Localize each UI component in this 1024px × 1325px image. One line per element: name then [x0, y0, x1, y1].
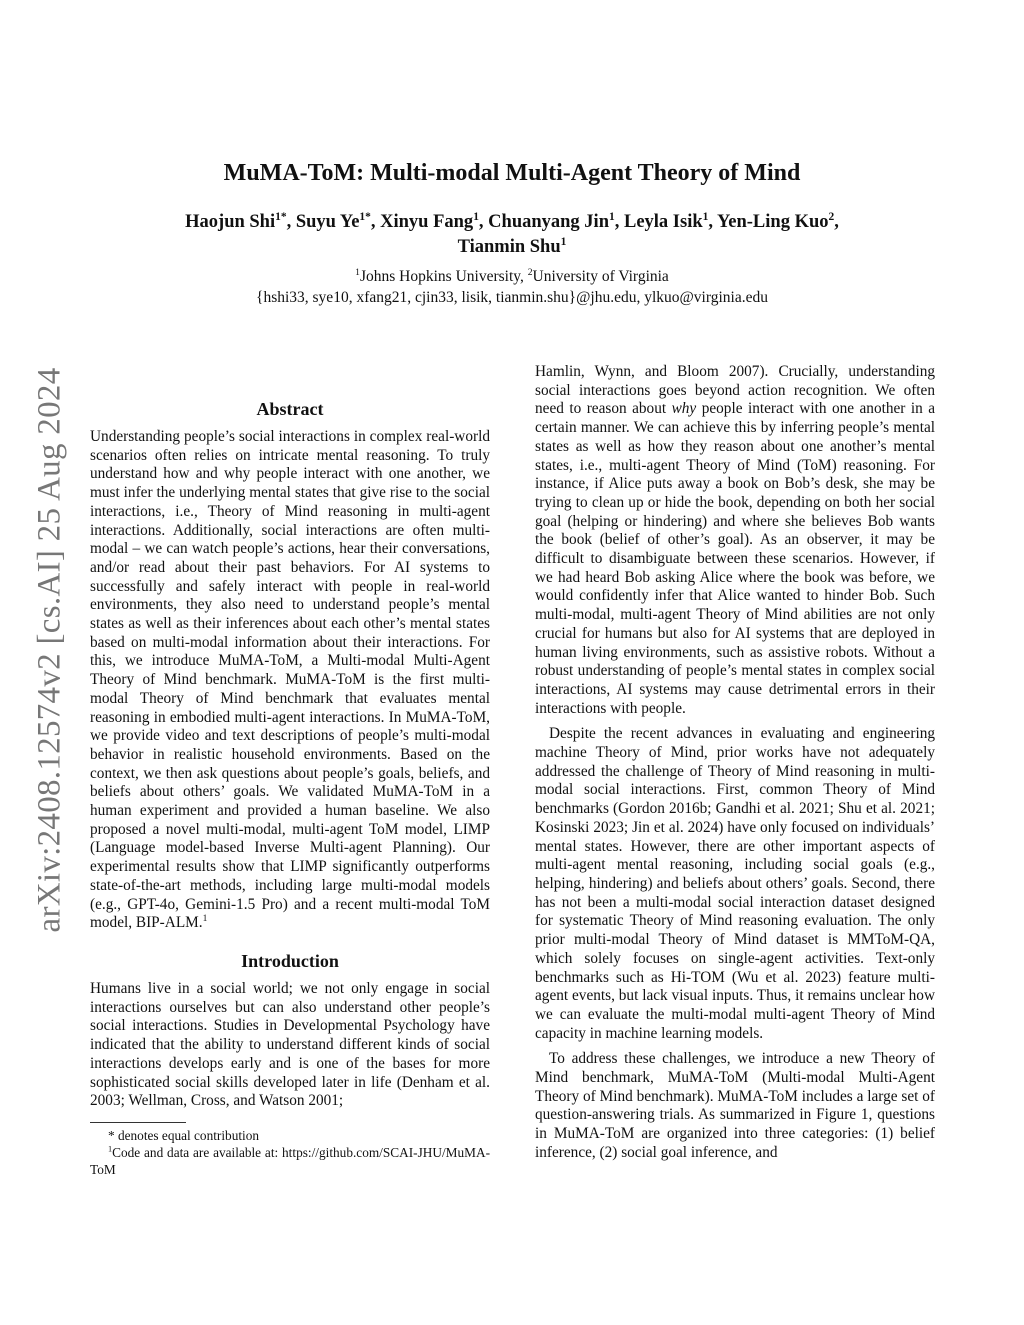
author-name: Chuanyang Jin	[488, 212, 609, 232]
footnote-equal-contribution: * denotes equal contribution	[108, 1127, 260, 1143]
author-affiliation-mark: 1*	[359, 210, 371, 223]
author-emails: {hshi33, sye10, xfang21, cjin33, lisik, tianmin.shu}@jhu.edu, ylkuo@virginia.edu	[256, 289, 768, 306]
affiliation-mark: 2	[527, 266, 533, 278]
footnote-code-text: Code and data are available at: https://github.com/SCAI-JHU/MuMA-ToM	[90, 1144, 490, 1177]
introduction-heading: Introduction	[241, 950, 339, 971]
abstract-text	[90, 428, 490, 933]
author-affiliation-mark: 1	[609, 210, 615, 223]
arxiv-sidebar-stamp	[30, 355, 70, 945]
author-affiliation-mark: 2	[828, 210, 835, 223]
author-name: Suyu Ye	[295, 212, 360, 232]
author-name: Leyla Isik	[623, 212, 703, 232]
author-name: Haojun Shi	[185, 212, 276, 232]
footnote-mark: 1	[202, 914, 208, 925]
affiliations	[0, 266, 1024, 308]
author-name: Yen-Ling Kuo	[716, 212, 829, 232]
intro-paragraph-1: Humans live in a social world; we not only engage in social interactions ourselves but can also understand other people’s social interactions. Studies in Developmental Psychology have indicated that the ability to understand different kinds of social interactions develops early and is one of the bases for more sophisticated social skills developed later in life (Denham et al. 2003; Wellman, Cross, and Watson 2001;	[90, 979, 490, 1110]
author-name: Xinyu Fang	[380, 212, 474, 232]
intro-paragraph-1-continued	[535, 363, 935, 718]
affiliation-mark: 1	[355, 266, 360, 278]
right-column	[535, 363, 935, 1163]
paper-title: MuMA-ToM: Multi-modal Multi-Agent Theory of Mind	[223, 160, 801, 186]
abstract-body: Understanding people’s social interactions in complex real-world scenarios often relies on intricate mental reasoning. To truly understand how and why people interact with one another, we must infer the underlying mental states that give rise to the social interactions, i.e., Theory of Mind reasoning in multi-agent interactions. Additionally, social interactions are often multi-modal – we can watch people’s actions, hear their conversations, and/or read about their past behaviors. For AI systems to successfully and safely interact with people in real-world environments, they also need to understand people’s mental states as well as their inferences about each other’s mental states based on multi-modal information about their interactions. For this, we introduce MuMA-ToM, a Multi-modal Multi-Agent Theory of Mind benchmark. MuMA-ToM is the first multi-modal Theory of Mind benchmark that evaluates mental reasoning in embodied multi-agent interactions. In MuMA-ToM, we provide video and text descriptions of people’s multi-modal behavior in realistic household environments. Based on the context, we then ask questions about people’s goals, beliefs, and beliefs about others’ goals. We validated MuMA-ToM in a human experiment and provided a human baseline. We also proposed a novel multi-modal, multi-agent ToM model, LIMP (Language model-based Inverse Multi-agent Planning). Our experimental results show that LIMP significantly outperforms state-of-the-art methods, including large multi-modal models (e.g., GPT-4o, Gemini-1.5 Pro) and a recent multi-modal ToM model, BIP-ALM.	[90, 428, 490, 932]
emphasis-why: why	[671, 400, 697, 418]
intro-paragraph-2: Despite the recent advances in evaluating and engineering machine Theory of Mind, prior works have not adequately addressed the challenge of Theory of Mind reasoning in multi-modal social interactions. First, common Theory of Mind benchmarks (Gordon 2016b; Gandhi et al. 2021; Shu et al. 2021; Kosinski 2023; Jin et al. 2024) have only focused on individuals’ mental states. However, there are other important aspects of multi-agent mental reasoning, including social goals (e.g., helping, hindering) and beliefs about others’ goals. Second, there has not been a multi-modal social interaction dataset designed for systematic Theory of Mind reasoning evaluation. The only prior multi-modal Theory of Mind dataset is MMToM-QA, which solely focuses on single-agent activities. Text-only benchmarks such as Hi-TOM (Wu et al. 2023) feature multi-agent events, but lack visual inputs. Thus, it remains unclear how we can evaluate the multi-modal multi-agent Theory of Mind capacity in machine learning models.	[535, 725, 935, 1042]
left-column	[90, 398, 490, 1178]
affiliation-jhu: Johns Hopkins University,	[359, 268, 528, 285]
footnotes	[90, 1127, 490, 1178]
footnote-divider	[90, 1122, 186, 1123]
intro-text: Hamlin, Wynn, and Bloom 2007). Crucially, understanding social interactions goes beyond action recognition. We often need to reason about	[535, 363, 935, 418]
arxiv-identifier: arXiv:2408.12574v2 [cs.AI] 25 Aug 2024	[31, 367, 68, 933]
affiliation-line	[0, 266, 1024, 287]
intro-paragraph-3: To address these challenges, we introduce a new Theory of Mind benchmark, MuMA-ToM (Multi-modal Multi-Agent Theory of Mind benchmark). MuMA-ToM includes a large set of question-answering trials. As summarized in Figure 1, questions in MuMA-ToM are organized into three categories: (1) belief inference, (2) social goal inference, and	[535, 1050, 935, 1161]
author-affiliation-mark: 1	[560, 235, 567, 248]
author-name: Tianmin Shu	[457, 237, 561, 257]
affiliation-uva: University of Virginia	[532, 268, 669, 285]
footnote-code-link	[90, 1144, 490, 1178]
abstract-heading: Abstract	[256, 399, 324, 419]
intro-text: people interact with one another in a certain manner. We can achieve this by inferring people’s mental states as well as how they reason about one another’s mental states, i.e., multi-agent Theory of Mind (ToM) reasoning. For instance, if Alice puts away a book on Bob’s desk, she may be trying to clean up or hide the book, depending on both her social goal (helping or hindering) and where she believes Bob wants the book (belief of other’s goal). As an observer, it may be difficult to disambiguate between these scenarios. However, if we had heard Bob asking Alice where the book was before, we would confidently infer that Alice wanted to hinder Bob. Such multi-modal, multi-agent Theory of Mind abilities are not only crucial for humans but also for AI systems that are deployed in human living environments, such as assistive robots. Without a robust understanding of people’s mental states in complex social interactions, AI systems may cause detrimental errors in their interactions with people.	[535, 400, 936, 717]
author-affiliation-mark: 1*	[275, 210, 287, 223]
author-list: Haojun Shi$^{1*}$, Suyu $Ye^{1*}$, Xinyu Fang$^1$, Chuanyang Jin$^1$, Leyla Isik$^1$, Yen-Ling Kuo$^2$, Tianmin Shu$^1$	[185, 210, 839, 257]
author-affiliation-mark: 1	[702, 210, 709, 223]
footnote-mark: 1	[108, 1144, 113, 1154]
author-affiliation-mark: 1	[473, 210, 479, 223]
